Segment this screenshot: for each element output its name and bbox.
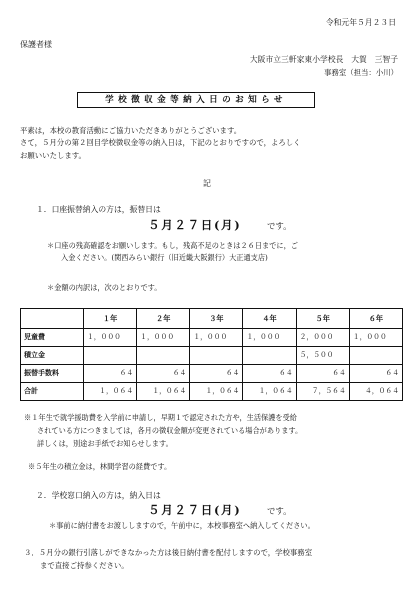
table-cell: ７，５６４ (296, 383, 349, 401)
table-cell: ６４ (190, 365, 243, 383)
row-label: 合計 (21, 383, 84, 401)
section-1-note-2: 入金ください。(関西みらい銀行（旧近畿大阪銀行）大正通支店) (61, 253, 268, 262)
section-1-date: ５月２７日(月) (148, 218, 242, 232)
table-cell (84, 347, 137, 365)
table-cell (190, 347, 243, 365)
table-cell: １，０００ (137, 329, 190, 347)
ki-heading: 記 (203, 179, 211, 188)
table-cell: ６４ (137, 365, 190, 383)
table-cell: ６４ (349, 365, 402, 383)
row-label: 振替手数料 (21, 365, 84, 383)
fee-table-header: ２年 (137, 309, 190, 329)
section-1-note-3: ＊金額の内訳は，次のとおりです。 (47, 283, 162, 292)
table-cell: ４，０６４ (349, 383, 402, 401)
fee-table-header: ５年 (296, 309, 349, 329)
table-cell: ６４ (243, 365, 296, 383)
fee-table-header: ３年 (190, 309, 243, 329)
table-cell: ６４ (296, 365, 349, 383)
section-1-date-tail: です。 (267, 221, 292, 231)
footnote-3: 詳しくは，別途お手紙でお知らせします。 (37, 439, 173, 448)
table-cell: ５，５００ (296, 347, 349, 365)
fee-table-header-row (21, 309, 403, 329)
section-3-line-2: まで直接ご持参ください。 (40, 561, 129, 570)
table-cell: １，０６４ (190, 383, 243, 401)
footnote-1: ※１年生で就学援助費を入学前に申請し，早期１で認定された方や，生活保護を受給 (24, 413, 297, 422)
table-row (21, 347, 403, 365)
table-cell: １，０６４ (243, 383, 296, 401)
section-2-date: ５月２７日(月) (148, 503, 242, 517)
intro-line-2: さて，５月分の第２回目学校徴収金等の納入日は，下記のとおりですので，よろしく (20, 138, 301, 147)
sender-office: 事務室（担当：小川） (324, 68, 398, 77)
section-2-note: ＊事前に納付書をお渡ししますので，午前中に，本校事務室へ納入してください。 (49, 521, 315, 530)
table-row (21, 329, 403, 347)
fee-table-header: １年 (84, 309, 137, 329)
row-label: 積立金 (21, 347, 84, 365)
fee-table-header: ４年 (243, 309, 296, 329)
table-cell: １，０６４ (137, 383, 190, 401)
table-cell: １，０００ (349, 329, 402, 347)
section-2-heading: ２．学校窓口納入の方は，納入日は (36, 491, 161, 500)
document-title: 学校徴収金等納入日のお知らせ (77, 92, 315, 108)
section-2-date-tail: です。 (267, 506, 292, 516)
table-cell: ６４ (84, 365, 137, 383)
section-3-line-1: ３．５月分の銀行引落しができなかった方は後日納付書を配付しますので，学校事務室 (24, 548, 313, 557)
intro-line-3: お願いいたします。 (20, 151, 86, 160)
table-cell (137, 347, 190, 365)
fee-table-header: ６年 (349, 309, 402, 329)
footnote-4: ※５年生の積立金は，林間学習の経費です。 (28, 462, 172, 471)
table-cell: １，０６４ (84, 383, 137, 401)
table-cell (349, 347, 402, 365)
table-cell: ２，０００ (296, 329, 349, 347)
table-cell: １，０００ (190, 329, 243, 347)
footnote-2: されている方につきましては，各月の徴収金額が変更されている場合があります。 (37, 426, 303, 435)
intro-line-1: 平素は，本校の教育活動にご協力いただきありがとうございます。 (20, 126, 242, 135)
table-row (21, 365, 403, 383)
table-cell (243, 347, 296, 365)
section-1-note-1: ＊口座の残高確認をお願いします。もし，残高不足のときは２６日までに，ご (47, 241, 298, 250)
addressee: 保護者様 (20, 40, 52, 49)
fee-table-corner (21, 309, 84, 329)
table-cell: １，０００ (243, 329, 296, 347)
issue-date: 令和元年５月２３日 (325, 18, 396, 27)
row-label: 児童費 (21, 329, 84, 347)
sender-school: 大阪市立三軒家東小学校長 大賀 三智子 (249, 55, 398, 64)
fee-table (20, 308, 403, 401)
section-1-heading: １．口座振替納入の方は，振替日は (36, 205, 161, 214)
table-cell: １，０００ (84, 329, 137, 347)
table-row (21, 383, 403, 401)
